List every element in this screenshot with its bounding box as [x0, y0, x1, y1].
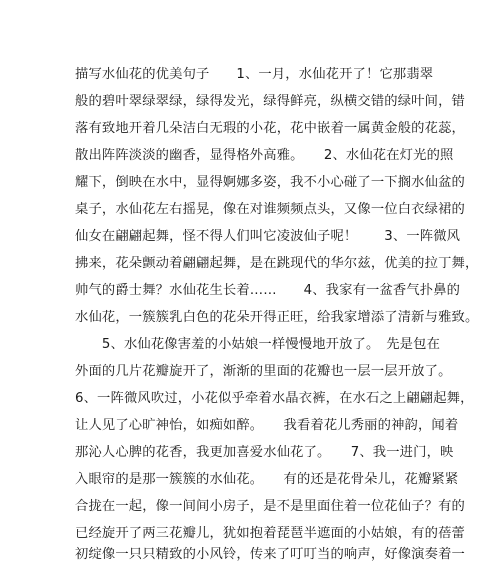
text-line: 帅气的爵士舞？水仙花生长着…… 4、我家有一盆香气扑鼻的: [75, 283, 461, 298]
text-line: 5、水仙花像害羞的小姑娘一样慢慢地开放了。 先是包在: [75, 337, 441, 352]
text-line: 拂来，花朵颤动着翩翩起舞，是在跳现代的华尔兹，优美的拉丁舞，: [75, 256, 479, 271]
text-line: 初绽像一只只精致的小风铃，传来了叮叮当的响声，好像演奏着一: [75, 547, 465, 562]
text-line: 外面的几片花瓣旋开了，渐渐的里面的花瓣也一层一层开放了。: [75, 364, 452, 379]
text-line: 般的碧叶翠绿翠绿，绿得发光，绿得鲜亮，纵横交错的绿叶间，错: [75, 94, 465, 109]
text-line: 已经旋开了两三花瓣儿，犹如抱着琵琶半遮面的小姑娘，有的蓓蕾: [75, 526, 465, 541]
text-line: 入眼帘的是那一簇簇的水仙花。 有的还是花骨朵儿，花瓣紧紧: [75, 472, 459, 487]
text-line: 合拢在一起，像一间间小房子，是不是里面住着一位花仙子？有的: [75, 499, 465, 514]
text-line: 落有致地开着几朵洁白无瑕的小花，花中嵌着一属黄金般的花蕊，: [75, 121, 465, 136]
text-line: 那沁人心脾的花香，我更加喜爱水仙花了。 7、我一进门，映: [75, 445, 454, 460]
text-line: 6、一阵微风吹过，小花似乎牵着水晶衣裤，在水石之上翩翩起舞，: [75, 391, 474, 406]
text-line: 让人见了心旷神怡，如痴如醉。 我看着花儿秀丽的神韵，闻着: [75, 418, 459, 433]
text-line: 桌子，水仙花左右摇晃，像在对谁频频点头，又像一位白衣绿裙的: [75, 202, 465, 217]
text-line: 仙女在翩翩起舞，怪不得人们叫它凌波仙子呢！ 3、一阵微风: [75, 229, 461, 244]
text-line: 描写水仙花的优美句子 1、一月，水仙花开了！它那翡翠: [75, 67, 434, 82]
text-line: 水仙花，一簇簇乳白色的花朵开得正旺，给我家增添了清新与雅致。: [75, 310, 479, 325]
text-line: 耀下，倒映在水中，显得婀娜多姿，我不小心碰了一下搁水仙盆的: [75, 175, 465, 190]
text-line: 散出阵阵淡淡的幽香，显得格外高雅。 2、水仙花在灯光的照: [75, 148, 454, 163]
